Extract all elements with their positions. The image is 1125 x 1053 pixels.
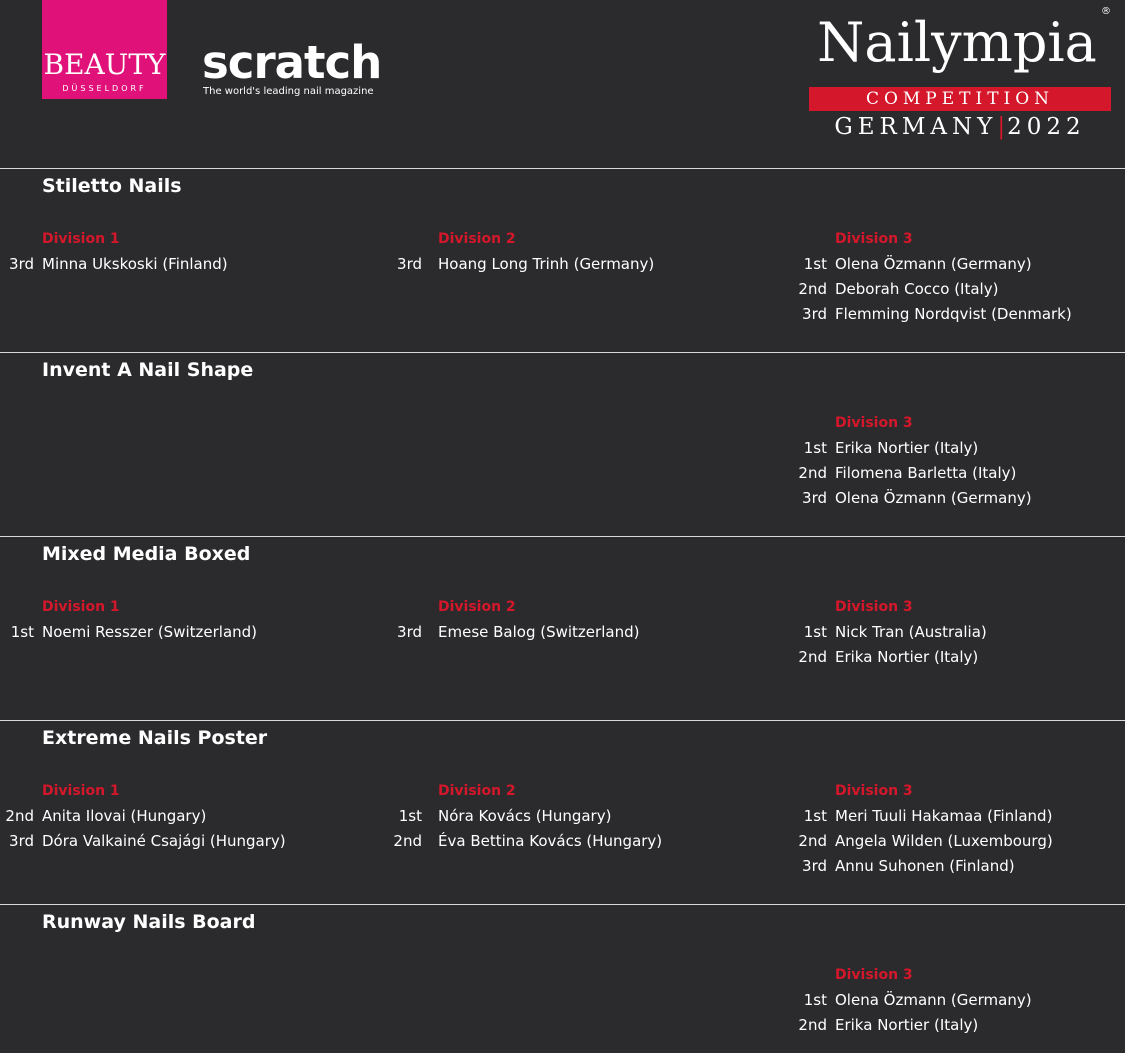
result-name: Olena Özmann (Germany) (835, 255, 1032, 273)
result-place: 3rd (802, 857, 827, 875)
result-name: Dóra Valkainé Csajági (Hungary) (42, 832, 286, 850)
division-label: Division 1 (42, 231, 120, 247)
result-row (0, 436, 1125, 461)
section-divider (0, 720, 1125, 721)
scratch-logo-tagline: The world's leading nail magazine (203, 86, 374, 97)
section-title-extreme-nails-poster: Extreme Nails Poster (42, 727, 268, 749)
result-row (0, 277, 1125, 302)
result-place: 1st (803, 439, 827, 457)
result-place: 2nd (798, 464, 827, 482)
result-place: 2nd (798, 648, 827, 666)
scratch-logo-word: scratch (202, 36, 382, 89)
nailympia-logo (805, 0, 1115, 145)
result-place: 3rd (9, 255, 34, 273)
division-label: Division 2 (438, 783, 516, 799)
result-name: Noemi Resszer (Switzerland) (42, 623, 258, 641)
division-label: Division 3 (835, 415, 913, 431)
result-row (0, 829, 1125, 854)
year-text: 2022 (1007, 114, 1086, 140)
result-name: Erika Nortier (Italy) (835, 648, 979, 666)
country-year-line (805, 112, 1115, 142)
result-place: 3rd (397, 623, 422, 641)
country-text: GERMANY (834, 114, 998, 140)
result-place: 2nd (5, 807, 34, 825)
section-title-runway-nails-board: Runway Nails Board (42, 911, 256, 933)
division-label: Division 1 (42, 599, 120, 615)
result-row (0, 461, 1125, 486)
result-name: Olena Özmann (Germany) (835, 489, 1032, 507)
competition-banner: COMPETITION (809, 87, 1111, 111)
result-name: Erika Nortier (Italy) (835, 1016, 979, 1034)
beauty-dusseldorf-logo (42, 0, 167, 99)
result-place: 1st (803, 807, 827, 825)
result-name: Flemming Nordqvist (Denmark) (835, 305, 1072, 323)
result-place: 2nd (393, 832, 422, 850)
result-place: 1st (10, 623, 34, 641)
division-label: Division 1 (42, 783, 120, 799)
result-place: 3rd (397, 255, 422, 273)
result-name: Hoang Long Trinh (Germany) (438, 255, 655, 273)
beauty-logo-city: DÜSSELDORF (62, 84, 147, 93)
section-divider (0, 536, 1125, 537)
result-name: Olena Özmann (Germany) (835, 991, 1032, 1009)
result-place: 3rd (9, 832, 34, 850)
result-place: 1st (803, 991, 827, 1009)
separator-bar: | (997, 114, 1008, 140)
section-title-invent-a-nail-shape: Invent A Nail Shape (42, 359, 254, 381)
result-place: 3rd (802, 305, 827, 323)
result-row (0, 620, 1125, 645)
result-place: 1st (803, 623, 827, 641)
division-label: Division 3 (835, 231, 913, 247)
header (0, 0, 1125, 168)
registered-mark-icon: ® (1101, 6, 1111, 17)
division-label: Division 2 (438, 599, 516, 615)
result-name: Éva Bettina Kovács (Hungary) (438, 832, 663, 850)
result-place: 2nd (798, 280, 827, 298)
result-name: Angela Wilden (Luxembourg) (835, 832, 1053, 850)
result-row (0, 486, 1125, 511)
result-name: Emese Balog (Switzerland) (438, 623, 640, 641)
nailympia-logo-word: Nailympia (817, 11, 1097, 74)
result-name: Filomena Barletta (Italy) (835, 464, 1017, 482)
result-row (0, 1013, 1125, 1038)
result-row (0, 302, 1125, 327)
result-place: 1st (398, 807, 422, 825)
result-row (0, 252, 1125, 277)
result-name: Minna Ukskoski (Finland) (42, 255, 228, 273)
result-name: Nóra Kovács (Hungary) (438, 807, 612, 825)
result-row (0, 804, 1125, 829)
section-divider (0, 904, 1125, 905)
result-row (0, 988, 1125, 1013)
result-place: 3rd (802, 489, 827, 507)
result-row (0, 854, 1125, 879)
division-label: Division 3 (835, 599, 913, 615)
result-place: 2nd (798, 832, 827, 850)
section-title-mixed-media-boxed: Mixed Media Boxed (42, 543, 251, 565)
scratch-logo (202, 38, 402, 102)
beauty-logo-word: BEAUTY (43, 48, 166, 81)
section-divider (0, 352, 1125, 353)
division-label: Division 2 (438, 231, 516, 247)
section-divider (0, 168, 1125, 169)
division-label: Division 3 (835, 783, 913, 799)
result-row (0, 645, 1125, 670)
result-name: Anita Ilovai (Hungary) (42, 807, 207, 825)
result-name: Annu Suhonen (Finland) (835, 857, 1015, 875)
division-label: Division 3 (835, 967, 913, 983)
result-place: 1st (803, 255, 827, 273)
result-name: Meri Tuuli Hakamaa (Finland) (835, 807, 1053, 825)
result-name: Deborah Cocco (Italy) (835, 280, 999, 298)
section-title-stiletto-nails: Stiletto Nails (42, 175, 182, 197)
result-name: Erika Nortier (Italy) (835, 439, 979, 457)
result-name: Nick Tran (Australia) (835, 623, 987, 641)
result-place: 2nd (798, 1016, 827, 1034)
